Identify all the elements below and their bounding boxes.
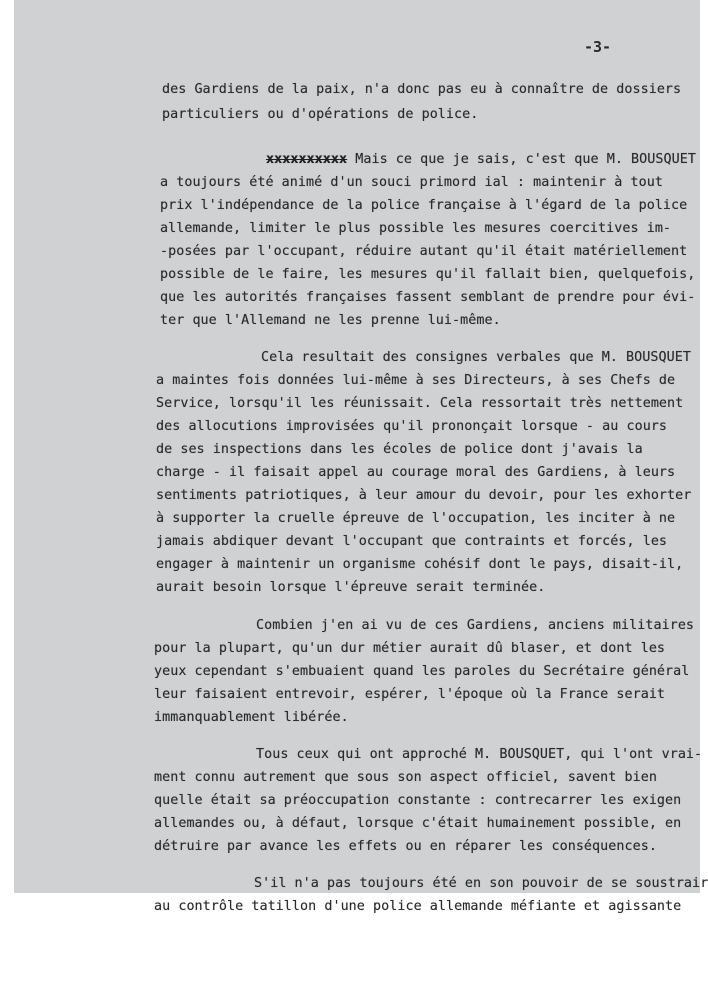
text-line: détruire par avance les effets ou en réparer les conséquences.	[154, 839, 657, 854]
text-line: a maintes fois données lui-même à ses Directeurs, à ses Chefs de	[156, 373, 676, 388]
text-line: Service, lorsqu'il les réunissait. Cela ressortait très nettement	[156, 396, 684, 411]
text-line: a toujours été animé d'un souci primord ial : maintenir à tout	[160, 175, 663, 190]
text-line: particuliers ou d'opérations de police.	[162, 107, 479, 122]
text-line: au contrôle tatillon d'une police allemande méfiante et agissante	[154, 899, 682, 914]
text-line: de ses inspections dans les écoles de police dont j'avais la	[156, 442, 643, 457]
text-line: charge - il faisait appel au courage moral des Gardiens, à leurs	[156, 465, 676, 480]
text-line: pour la plupart, qu'un dur métier aurait dû blaser, et dont les	[154, 641, 666, 656]
text-line	[266, 152, 696, 167]
text-line: des allocutions improvisées qu'il prononçait lorsque - au cours	[156, 419, 668, 434]
scanned-page	[14, 0, 708, 914]
text-line: quelle était sa préoccupation constante : contrecarrer les exigen	[154, 793, 682, 808]
text-line: Tous ceux qui ont approché M. BOUSQUET, qui l'ont vrai-	[256, 747, 703, 762]
struck-out-text: xxxxxxxxxx	[266, 152, 348, 167]
text-line: allemande, limiter le plus possible les mesures coercitives im-	[160, 221, 672, 236]
text-line: yeux cependant s'embuaient quand les paroles du Secrétaire général	[154, 664, 690, 679]
text-line: sentiments patriotiques, à leur amour du devoir, pour les exhorter	[156, 488, 692, 503]
text-line: prix l'indépendance de la police française à l'égard de la police	[160, 198, 688, 213]
text-line: allemandes ou, à défaut, lorsque c'était humainement possible, en	[154, 816, 682, 831]
text-line: aurait besoin lorsque l'épreuve serait terminée.	[156, 580, 546, 595]
text-line: ment connu autrement que sous son aspect officiel, savent bien	[154, 770, 657, 785]
text-line: -posées par l'occupant, réduire autant qu'il était matériellement	[160, 244, 688, 259]
page-number: -3-	[584, 38, 612, 56]
text-line: des Gardiens de la paix, n'a donc pas eu à connaître de dossiers	[162, 82, 682, 97]
text-line: engager à maintenir un organisme cohésif dont le pays, disait-il,	[156, 557, 684, 572]
text-line: Cela resultait des consignes verbales que M. BOUSQUET	[261, 350, 691, 365]
text-line: possible de le faire, les mesures qu'il fallait bien, quelquefois,	[160, 267, 696, 282]
line-text: Mais ce que je sais, c'est que M. BOUSQUET	[355, 152, 696, 167]
text-line: Combien j'en ai vu de ces Gardiens, anciens militaires	[256, 618, 695, 633]
text-line: ter que l'Allemand ne les prenne lui-même.	[160, 313, 501, 328]
text-line: à supporter la cruelle épreuve de l'occupation, les inciter à ne	[156, 511, 676, 526]
text-line: leur faisaient entrevoir, espérer, l'époque où la France serait	[154, 687, 666, 702]
text-line: que les autorités françaises fassent semblant de prendre pour évi-	[160, 290, 696, 305]
text-line: jamais abdiquer devant l'occupant que contraints et forcés, les	[156, 534, 668, 549]
text-line: immanquablement libérée.	[154, 710, 349, 725]
text-line: S'il n'a pas toujours été en son pouvoir de se soustrair	[254, 876, 708, 891]
